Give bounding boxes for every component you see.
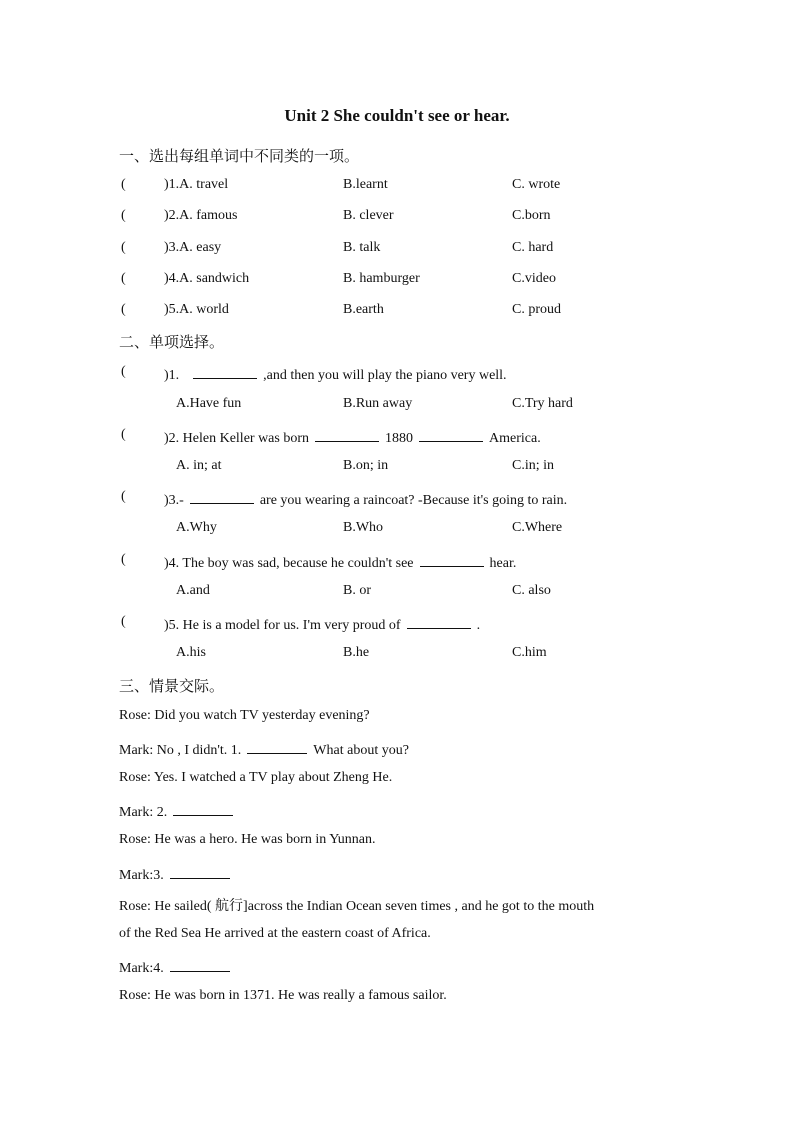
option-c: C.born [512,208,551,223]
answer-paren: ( [121,271,126,286]
dialogue-line [119,957,236,977]
option-a: )1.A. travel [164,177,229,192]
option-a: )4.A. sandwich [164,271,250,286]
option-a: A.his [176,645,206,660]
option-b: B.learnt [343,177,388,192]
answer-paren: ( [121,489,126,504]
answer-blank[interactable] [420,552,484,567]
section-2-heading: 二、单项选择。 [119,333,225,351]
option-c: C. wrote [512,177,561,192]
question-stem [164,552,516,572]
answer-paren: ( [121,364,126,379]
answer-blank[interactable] [170,957,230,972]
option-b: B.he [343,645,370,660]
stem-start: )3.- [164,493,184,508]
dialogue-text: Mark: No , I didn't. 1. [119,743,242,758]
answer-blank[interactable] [193,364,257,379]
option-b: B. hamburger [343,271,420,286]
dialogue-text: Mark: 2. [119,805,168,820]
question-stem [164,489,567,509]
option-b: B.on; in [343,458,389,473]
dialogue-line [119,926,431,942]
answer-paren: ( [121,177,126,192]
section-3-heading: 三、情景交际。 [119,677,225,695]
answer-paren: ( [121,427,126,442]
answer-blank[interactable] [419,427,483,442]
stem-end: ,and then you will play the piano very well. [263,368,507,383]
question-stem [164,614,480,634]
dialogue-text: Mark:4. [119,961,164,976]
option-b: B.Run away [343,396,413,411]
answer-paren: ( [121,614,126,629]
answer-paren: ( [121,240,126,255]
option-b: B.Who [343,520,384,535]
answer-paren: ( [121,208,126,223]
dialogue-text: Rose: He was a hero. He was born in Yunnan. [119,832,376,847]
question-stem [164,364,507,384]
answer-blank[interactable] [315,427,379,442]
dialogue-line [119,832,375,848]
option-c: C.video [512,271,556,286]
answer-blank[interactable] [170,864,230,879]
dialogue-text-end: What about you? [313,743,409,758]
dialogue-text: Rose: Did you watch TV yesterday evening? [119,708,370,723]
dialogue-line [119,988,447,1004]
dialogue-line [119,739,409,759]
stem-start: )4. The boy was sad, because he couldn't see [164,556,414,571]
dialogue-line [119,708,370,724]
dialogue-line [119,770,392,786]
dialogue-line [119,864,236,884]
dialogue-text: Rose: He sailed( 航行]across the Indian Ocean seven times , and he got to the mouth [119,899,595,914]
option-a: A. in; at [176,458,222,473]
option-b: B. or [343,583,371,598]
stem-start: )2. Helen Keller was born [164,431,310,446]
option-a: A.Have fun [176,396,242,411]
option-a: )3.A. easy [164,240,222,255]
option-c: C.in; in [512,458,555,473]
dialogue-line [119,895,594,915]
answer-blank[interactable] [190,489,254,504]
dialogue-text: Mark:3. [119,868,164,883]
option-c: C. proud [512,302,561,317]
dialogue-text: Rose: Yes. I watched a TV play about Zheng He. [119,770,393,785]
option-a: A.and [176,583,210,598]
stem-end: are you wearing a raincoat? -Because it's going to rain. [259,493,568,508]
option-c: C.Where [512,520,563,535]
option-c: C. also [512,583,551,598]
stem-end: hear. [489,556,517,571]
dialogue-line [119,801,239,821]
option-a: )2.A. famous [164,208,238,223]
page-title: Unit 2 She couldn't see or hear. [284,106,510,125]
option-b: B.earth [343,302,384,317]
option-a: A.Why [176,520,217,535]
option-c: C.him [512,645,547,660]
option-b: B. talk [343,240,381,255]
option-b: B. clever [343,208,394,223]
stem-end: . [476,618,481,633]
dialogue-text: of the Red Sea He arrived at the eastern coast of Africa. [119,926,431,941]
answer-blank[interactable] [247,739,307,754]
option-a: )5.A. world [164,302,229,317]
section-1-heading: 一、选出每组单词中不同类的一项。 [119,147,360,165]
answer-paren: ( [121,552,126,567]
answer-paren: ( [121,302,126,317]
option-c: C.Try hard [512,396,573,411]
dialogue-text: Rose: He was born in 1371. He was really a famous sailor. [119,988,447,1003]
question-stem [164,427,541,447]
stem-start: )1. [164,368,180,383]
option-c: C. hard [512,240,554,255]
stem-start: )5. He is a model for us. I'm very proud of [164,618,401,633]
stem-end: America. [489,431,541,446]
answer-blank[interactable] [173,801,233,816]
answer-blank[interactable] [407,614,471,629]
stem-middle: 1880 [385,431,414,446]
